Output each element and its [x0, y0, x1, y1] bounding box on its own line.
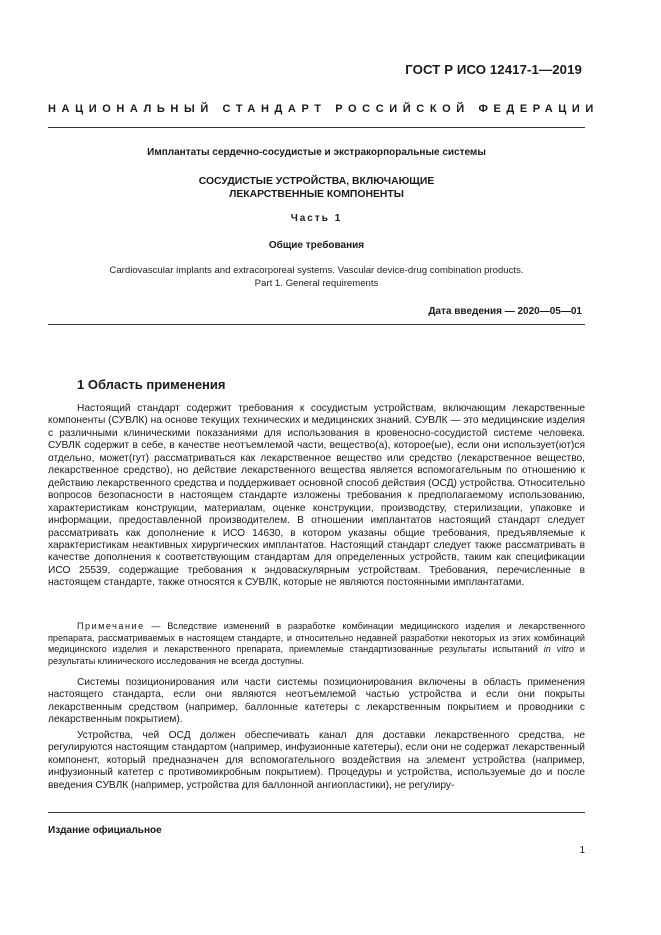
- english-title: [48, 265, 585, 290]
- introduction-date: Дата введения — 2020—05—01: [428, 306, 582, 317]
- page-number: 1: [579, 845, 585, 856]
- footer-divider: [48, 812, 585, 813]
- main-title-line-1: СОСУДИСТЫЕ УСТРОЙСТВА, ВКЛЮЧАЮЩИЕ: [198, 176, 435, 187]
- note-text-a: — Вследствие изменений в разработке комбинации медицинского изделия и лекарственного препарата, рассматриваемых в настоящем стандарте, и относительно недавней разработки некоторых из этих комбинаций медицинского изделия и лекарственного препарата, приемлемые стандартизованные результаты испытаний: [48, 621, 585, 654]
- part-number: Часть 1: [290, 213, 343, 224]
- national-standard-heading: НАЦИОНАЛЬНЫЙ СТАНДАРТ РОССИЙСКОЙ ФЕДЕРАЦИИ: [48, 103, 599, 115]
- header-divider: [48, 127, 585, 128]
- english-title-line-1: Cardiovascular implants and extracorporeal systems. Vascular device-drug combination products.: [109, 265, 524, 276]
- scope-note: [48, 621, 585, 667]
- standard-group-title: Имплантаты сердечно-сосудистые и экстракорпоральные системы: [147, 147, 486, 158]
- scope-paragraph-2: Системы позиционирования или части системы позиционирования включены в область применения настоящего стандарта, если они являются неотъемлемой частью устройства и если они покрыты лекарственным средством (например, баллонные катетеры с лекарственным покрытием и проводники с лекарственным покрытием).: [48, 677, 585, 726]
- scope-paragraph-1: Настоящий стандарт содержит требования к сосудистым устройствам, включающим лекарственные компоненты (СУВЛК) на основе текущих технических и медицинских знаний. СУВЛК — это медицинские изделия с различными клиническими показаниями для использования в кровеносно-сосудистой системе человека. СУВЛК содержит в себе, в качестве неотъемлемой части, вещество(а), которое(ые), если они использует(ют)ся отдельно, может(гут) рассматриваться как лекарственное вещество или средство (лекарственное вещество, лекарственное средство), но действие лекарственного вещества является вспомогательным по отношению к действию лекарственного средства и поддерживает основной способ действия (ОСД) устройства. Относительно вопросов безопасности в настоящем стандарте изложены требования к предполагаемому использованию, характеристикам конструкции, материалам, оценке конструкции, производству, стерилизации, упаковке и информации, предоставленной производителем. В отношении имплантатов настоящий стандарт следует рассматривать как дополнение к ИСО 14630, в котором указаны общие требования, предъявляемые к характеристикам неактивных хирургических имплантатов. Настоящий стандарт следует также рассматривать в качестве дополнения к соответствующим стандартам для определенных устройств, таким как спецификации ИСО 25539, содержащие требования к эндоваскулярным устройствам. Требования, перечисленные в настоящем стандарте, также относятся к СУВЛК, которые не являются постоянными имплантатами.: [48, 403, 585, 589]
- scope-paragraph-3: Устройства, чей ОСД должен обеспечивать канал для доставки лекарственного средства, не регулируются настоящим стандартом (например, инфузионные катетеры), если они не содержат лекарственный компонент, который предназначен для вспомогательного воздействия на элемент устройства (например, инфузионный катетер с противомикробным покрытием). Процедуры и устройства, используемые до и после введения СУВЛК (например, устройства для баллонной ангиопластики), не регулиру-: [48, 730, 585, 791]
- document-number: ГОСТ Р ИСО 12417-1—2019: [405, 62, 582, 77]
- section-heading: 1 Область применения: [77, 377, 226, 392]
- date-divider: [48, 324, 585, 325]
- english-title-line-2: Part 1. General requirements: [254, 277, 379, 289]
- note-italic: in vitro: [543, 644, 574, 654]
- edition-label: Издание официальное: [48, 825, 162, 836]
- standard-main-title: [48, 175, 585, 201]
- main-title-line-2: ЛЕКАРСТВЕННЫЕ КОМПОНЕНТЫ: [229, 189, 404, 200]
- note-label: Примечание: [77, 621, 145, 631]
- part-subtitle: Общие требования: [268, 240, 365, 251]
- note-text-b: и результаты клинического исследования не всегда доступны.: [48, 644, 585, 666]
